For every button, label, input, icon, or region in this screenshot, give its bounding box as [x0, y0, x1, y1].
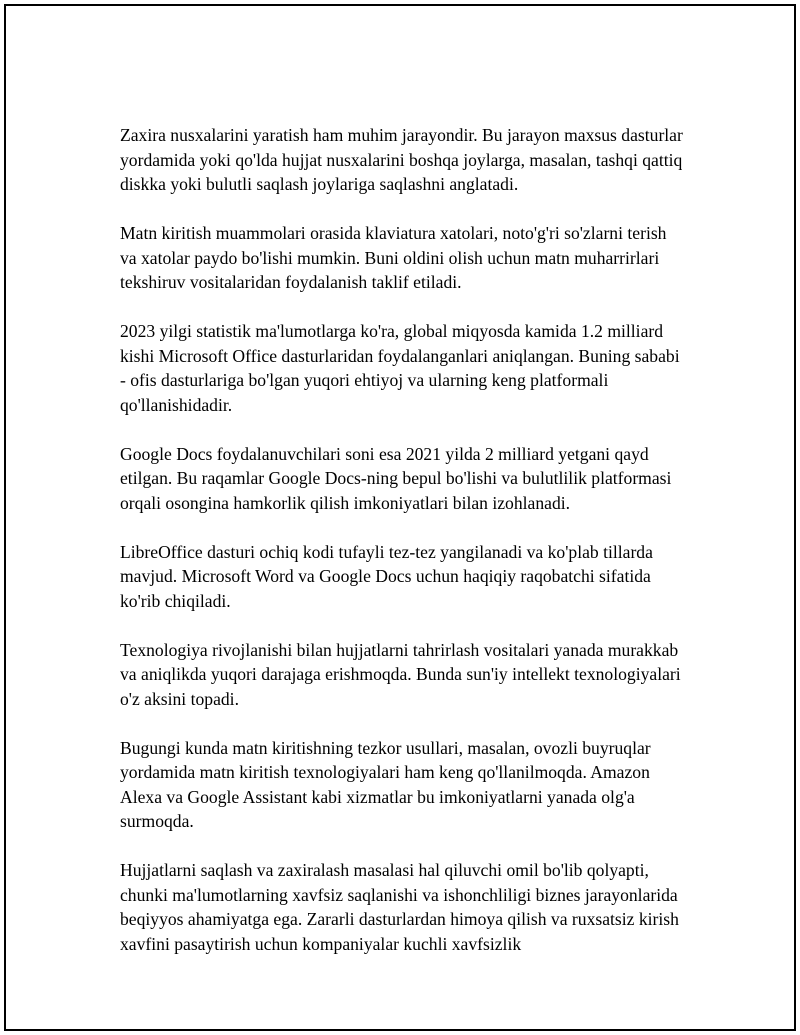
paragraph-office-statistics: 2023 yilgi statistik ma'lumotlarga ko'ra, global miqyosda kamida 1.2 milliard kishi Microsoft Office dasturlaridan foydalanganlari aniqlangan. Buning sababi - ofis dasturlariga bo'lgan yuqori ehtiyoj va ularning keng platformali qo'llanishidadir. — [120, 321, 680, 415]
paragraph-backup: Zaxira nusxalarini yaratish ham muhim jarayondir. Bu jarayon maxsus dasturlar yordamida yoki qo'lda hujjat nusxalarini boshqa joylarga, masalan, tashqi qattiq diskka yoki bulutli saqlash joylariga saqlashni anglatadi. — [120, 125, 683, 194]
paragraph-security: Hujjatlarni saqlash va zaxiralash masalasi hal qiluvchi omil bo'lib qolyapti, chunki ma'lumotlarning xavfsiz saqlanishi va ishonchliligi biznes jarayonlarida beqiyyos ahamiyatga ega. Zararli dasturlardan himoya qilish va ruxsatsiz kirish xavfini pasaytirish uchun kompaniyalar kuchli xavfsizlik — [120, 860, 679, 954]
paragraph-libreoffice: LibreOffice dasturi ochiq kodi tufayli tez-tez yangilanadi va ko'plab tillarda mavjud. Microsoft Word va Google Docs uchun haqiqiy raqobatchi sifatida ko'rib chiqiladi. — [120, 541, 653, 611]
paragraph-typing-errors: Matn kiritish muammolari orasida klaviatura xatolari, noto'g'ri so'zlarni terish va xatolar paydo bo'lishi mumkin. Buni oldini olish uchun matn muharrirlari tekshiruv vositalaridan foydalanish taklif etiladi. — [120, 223, 667, 292]
document-page — [4, 4, 796, 1031]
document-body — [120, 123, 686, 956]
paragraph-voice-input: Bugungi kunda matn kiritishning tezkor usullari, masalan, ovozli buyruqlar yordamida matn kiritish texnologiyalari ham keng qo'llanilmoqda. Amazon Alexa va Google Assistant kabi xizmatlar bu imkoniyatlarni yanada olg'a surmoqda. — [120, 737, 651, 831]
paragraph-google-docs: Google Docs foydalanuvchilari soni esa 2021 yilda 2 milliard yetgani qayd etilgan. Bu raqamlar Google Docs-ning bepul bo'lishi va bulutlilik platformasi orqali osongina hamkorlik qilish imkoniyatlari bilan izohlanadi. — [120, 443, 672, 513]
paragraph-technology: Texnologiya rivojlanishi bilan hujjatlarni tahrirlash vositalari yanada murakkab va aniqlikda yuqori darajaga erishmoqda. Bunda sun'iy intellekt texnologiyalari o'z aksini topadi. — [120, 639, 681, 709]
